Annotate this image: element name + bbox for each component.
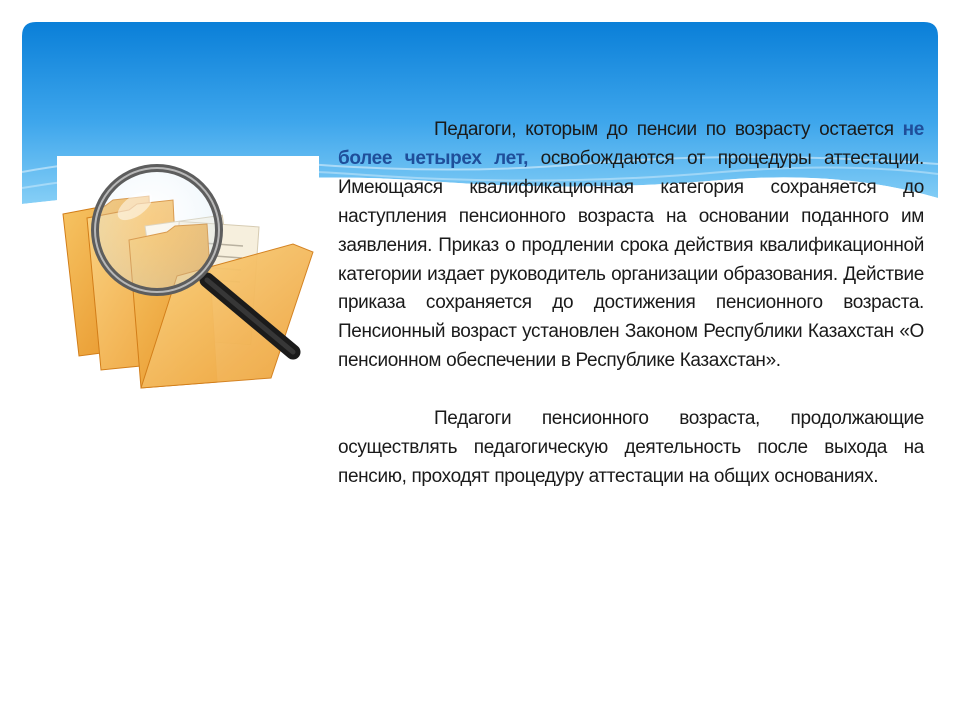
paragraph-1-intro: Педагоги, которым до пенсии по возрасту остается: [434, 119, 903, 140]
highlight-four-years: не более четырех лет,: [338, 119, 924, 169]
paragraph-pension-age-teachers: Педагоги пенсионного возраста, продолжающие осуществлять педагогическую деятельность после выхода на пенсию, проходят процедуру аттестации на общих основаниях.: [338, 408, 924, 487]
paragraph-1-rest: освобождаются от процедуры аттестации. Имеющаяся квалификационная категория сохраняется до наступления пенсионного возраста на основании поданного им заявления. Приказ о продлении срока действия квалификационной категории издает руководитель организации образования. Действие приказа сохраняется до достижения пенсионного возраста. Пенсионный возраст установлен Законом Республики Казахстан «О пенсионном обеспечении в Республике Казахстан».: [338, 147, 924, 372]
paragraph-retirement-exemption: [338, 116, 924, 376]
body-text: [338, 116, 924, 492]
folders-magnifier-illustration: [57, 156, 319, 396]
